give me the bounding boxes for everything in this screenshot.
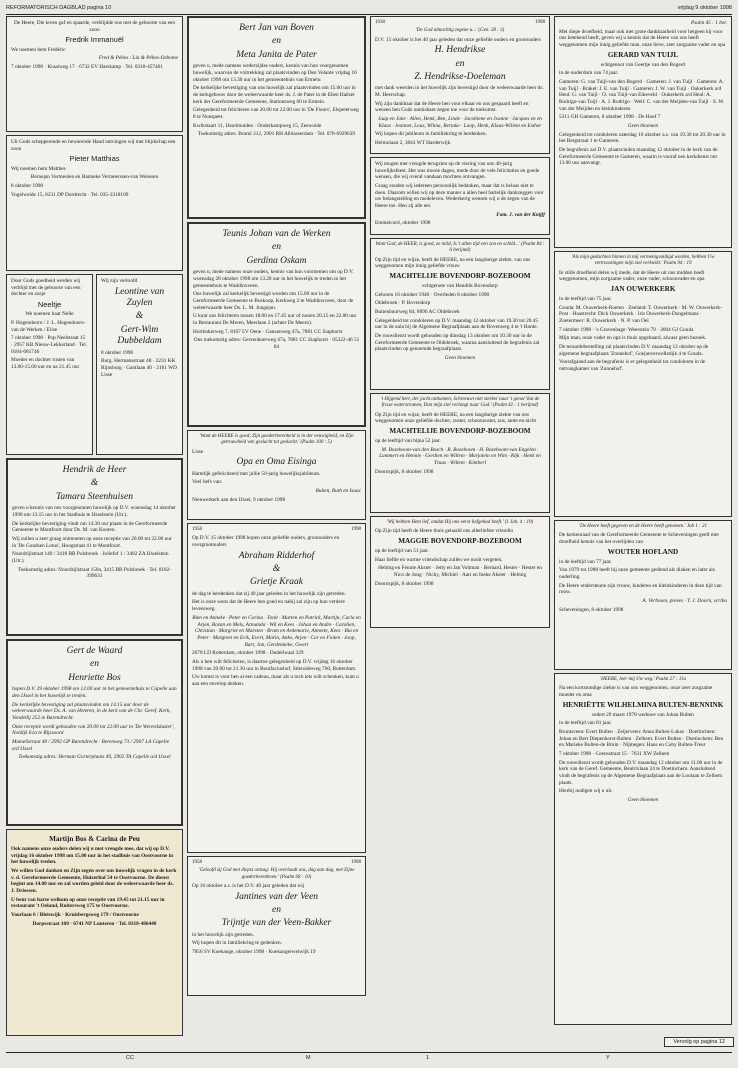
issue-date: vrijdag 9 oktober 1998 (677, 5, 732, 11)
death-notice-maggie: 'Wij hebben Hem lief, omdat Hij ons eerst liefgehad heeft.' (1 Joh. 4 : 19) Op Zijn tijd heeft de Heere thuis gehaald ons allerliefste vriendin MAGGIE BOVENDORP-BOZEBOOM op de leeftijd van 51 jaar. Haar liefde en warme vriendschap zullen we nooit vergeten. Helmig en Fennie Akster · Jetty en Jan Voltman · Bernard, Hester · Hester en Nico de Jong · Nicky, Michiel · Aart en Ineke Akster · Helmig Doornspijk, 8 oktober 1998 (370, 516, 550, 628)
page-footer (6, 1052, 732, 1065)
wedding-notice-bos: Martijn Bos & Carina de Peu Ook namens onze ouders delen wij u met vreugde mee, dat wij op D.V. vrijdag 16 oktober 1998 om 15.00 uur in het stadhuis van Oostvoorne in het huwelijk treden. We willen God danken en Zijn zegen over ons huwelijk vragen in de kerk v. d. Gereformeerde Gemeente, Huizerhof 54 te Oostvoorne. De dienst begint om 14.00 uur en zal worden geleid door de weleerwaarde heer ds. J. Driessen. U bent van harte welkom op onze receptie van 19.45 tot 21.15 uur in restaurant 't Oeland, Ruitersweg 175 te Oostvoorne. Voorlaan 6 / Bleiswijk · Kruisbergsweg 179 / Oostvoorne Dorpsstraat 100 · 6741 NP Lunteren · Tel. 0318-486448 (6, 829, 183, 1036)
wedding-notice-van-boven: Bert Jan van Boven en Meta Janita de Pater geven u, mede namens wederzijdse ouders, kennis van hun voorgenomen huwelijk, waarvan de voltrekking zal plaatsvinden op Den Volante vrijdag 16 oktober 1998 om 13.30 uur in het gemeentehuis van Ermelo. De kerkelijke bevestiging van ons huwelijk zal plaatsvinden om 15.00 uur in de kerkgebouw door de weleerwaarde heer ds. J. de Pater in de Eben Haëzer kerk der Gereformeerde Gemeente, Stationsweg 60 te Ermelo. Gelegenheid tot feliciteren van 20.00 tot 22.00 uur in 'De Floors', Elspeterweg 8 te Nunspeet. Kwikstaart 11, IJsselmuiden · Onderkampweg 15, Zeewolde Toekomstig adres: Bruml 212, 2901 RH Alblasserdam · Tel. 078-6929639 (187, 16, 366, 219)
anniversary-notice-van-der-veen: 1958 1998 'Geloofd zij God met diepst ontzag: Hij overlaadt ons, dag aan dag, met Zijne goedertierenheen.' (Psalm 68 : 10) Op 16 oktober a.s. is het D.V. 40 jaar geleden dat wij Jantines van der Veen en Trijntje van der Veen-Bakker in het huwelijk zijn getreden. Wij hopen dit in familiekring te gedenken. 7856 SV Koekange, oktober 1998 · Koekangerweiwijk 19 (187, 856, 366, 996)
baby-name: Fredrik Immanuël (65, 35, 124, 45)
wedding-notice-de-heer: Hendrik de Heer & Tamara Steenhuisen geven u kennis van ons voorgenomen huwelijk op D.V. woensdag 14 oktober 1998 om 13.15 uur in het Stadhuis te IJsselstein (Utr.). De kerkelijke bevestiging vindt om 14.30 uur plaats in de Gereformeerde Gemeente te Montfoort door Ds. M. van Kooten. Wij zullen u zeer graag ontmoeten op onze receptie van 20.00 tot 22.00 uur in 'De Goudsen Lotus', Hoogstraat 41 te Montfoort. Noordrijlstraat 140 / 3418 BB Polsbroek · Joliefof 1 / 3402 ZA IJsselstein (Utr.) Toekomstig adres: Noordrijlstraat 150a, 3415 BB Polsbroek · Tel. 0182-399631 (6, 458, 183, 636)
paper-title: REFORMATORISCH DAGBLAD pagina 10 (6, 5, 112, 11)
death-notice-hofland: 'De Heere heeft gegeven en de Heere heeft genomen.' Job 1 : 21 De kerkenraad van de Gereformeerde Gemeente te Scheveningen geeft met droefheid kennis van het overlijden van WOUTER HOFLAND in de leeftijd van 77 jaar. Van 1979 tot 1988 heeft hij onze gemeente gediend als diaken en later als ouderling. De Heere ondersteune zijn vrouw, kinderen en kleinkinderen in deze tijd van rouw. A. Verboom, preses · T. J. Doorn, scriba Scheveningen, 8 oktober 1998 (554, 520, 732, 670)
death-notice-bovendorp-1: Want God, de HEER, is goed, zo mild, Is 't allen tijd een zon en schild...' (Psalm 84 : 6 berijmd) Op Zijn tijd en wijze, heeft de HEERE, na een langdurige ziekte, van ons weggenomen mijn innig geliefde vrouw MACHTELIJE BOVENDORP-BOZEBOOM echtgenote van Hendrik Bovendorp Geboren 16 oktober 1946 · Overleden 8 oktober 1998 Oldebroek · P. Bovendorp Buitenbuurweg 84, 8096 AC Oldebroek Gelegenheid tot condoleren op D.V. maandag 12 oktober van 19.30 tot 20.45 uur in de aula bij de Algemene Begraafplaats aan de Bovenweg 4 te 't Harde. De rouwdienst wordt gehouden op dinsdag 13 oktober om 10.30 uur in de Gereformeerde Gemeente te Oldebroek, waarna aansluitend de begrafenis zal plaatsvinden op genoemde begraafplaats. Geen bloemen (370, 238, 550, 390)
engagement-notice: Wij zijn verloofd Leontine van Zuylen & Gert-Wim Dubbeldam 8 oktober 1998 Burg. Hermansstraat 48 · 2231 KK Rijnsburg · Gantlaan 40 · 2161 WD Lisse (96, 274, 183, 455)
registration-mark: CC (126, 1055, 134, 1061)
column-4 (554, 16, 732, 1048)
anniversary-notice-ridderhof: 1958 1998 Op D.V. 15 oktober 1998 hopen onze geliefde ouders, grootouders en overgrootouders Abraham Ridderhof & Grietje Kraak de dag te herdenken dat zij 40 jaar geleden in het huwelijk zijn getreden. Het is onze wens dat de Heere hen goed en nabij zal zijn op hun verdere levensweg. Bien en Anneke · Peter en Corina · Tonit · Marten en Patrick, Martijn, Carla en Arjen, Rozan en Mels, Armanda · Wil en Kees · Johan en Andre · Carolien, Christian · Margriet en Marsten · Bram en Ardemarie, Annette, Kees · Bia en Peter · Margreet en Erik, Evert, Marin, Anke, Arjen · Cor en Fiolen · Joop, Bart, Jan, Gerdemieke, Gwert 2078 LD Rotterdam, oktober 1998 · Dudellwaal 329 Als u hen wilt feliciteren, is daartoe gelegenheid op D.V. vrijdag 16 oktober 1998 van 20.00 tot 21.30 uur in Bonifaciushof, Stieroldeweg 760, Rotterdam. Uw komst is voor hen al een cadeau, maar als u toch iets wilt schenken, kunt u aan een envelop denken. (187, 523, 366, 853)
anniversary-notice-hendrikse: 1938 1998 'De God almachtig zegene u...' (Gen. 28 : 3) D.V. 15 oktober is het 40 jaar geleden dat onze geliefde ouders en grootouders H. Hendrikse en Z. Hendrikse-Doeleman met dank weerden in het huwelijk zijn bevestigd door de weleerwaarde heer ds. M. Heerschap. Wij zijn dankbaar dat de Heere hen voor elkaar en ons gespaard heeft en wensen hen Gods onmisbare zegen toe voor de toekomst. Jaap en Joke · Allen, Henk, Ben, Linde · Jacobiene en Jeanne · Jacques en en Klaas · Jeannet, Lous, Wilma, Bertake · Loop, Henk, Klaas-Willem en Esther Wij hopen dit jubileum in familiekring te herdenken. Heimolaan 2, 3843 WT Harderwijk (370, 16, 550, 154)
birth-notice-fredrik: De Heere, Die leven gaf en spaarde, verblijdde ons met de geboorte van een zoon Fredrik Immanuël We noemen hem Frédéric Fred & Pébes / Lia & Pébes-Osbome 7 oktober 1998 · Kraaiweg 17 · 6732 EV Harskamp · Tel. 0318-457461 (6, 16, 183, 132)
column-3 (370, 16, 550, 1048)
death-notice-van-tuijl: Psalm 45 : 1 ber. Met diepe droefheid, maar ook met grote dankbaarheid voor hetgeen hij voor ons betekend heeft, geven wij u kennis dat de Heere van ons heeft weggenomen mijn innig geliefde man, onze lieve, zeer zorgzame vader en opa GERARD VAN TUIJL echtgenoot van Geertje van den Bogerd in de ouderdom van 74 jaar. Gameren: G. van Tuijl-van den Bogerd · Gameren: J. van Tuijl · Gameren: A. van Tuijl · Brakel: J. E. van Tuijl · Gameren: J. W. van Tuijl · Oukerkerk a/d Heul: G. van Tuijl · O. van Tuijl-van Eikeveld · Oukerkerk a/d Heul: A. Rodrigo-van Tuijl · A. J. Rodrigo · Well: C. van der Meijden-van Tuijl · S. W. van der Meijden en kleinkinderen 5311 GH Gameren, 8 oktober 1998 · De Hoef 7 Geen bloemen Gelegenheid tot condoleren zaterdag 10 oktober a.s. van 19.30 tot 20.30 uur in het Bergstraat 1 te Gameren. De begrafenis zal D.V. plaatsvinden maandag 12 oktober in de kerk van de Gereformeerde Gemeente te Gameren, waarin is vooraf een kerkdienst om 13.00 uur aanvangt. (554, 16, 732, 248)
anniversary-notice-eisinga: 'Want de HEERE is goed; Zijn goedertierenheid is in der eeuwigheid, en Zijn getrouwheid van geslacht tot geslacht.' (Psalm 100 : 5) Lisse Opa en Oma Eisinga Hartelijk gefeliciteerd met jullie 50-jarig huwelijksjubileum. Veel liefs van: Ruben, Ruth en Isaac Nieuwerkerk aan den IJssel, 9 oktober 1998 (187, 430, 366, 520)
registration-mark: Y (606, 1055, 610, 1061)
baby-name: Neeltje (37, 300, 62, 310)
column-1 (6, 16, 183, 1048)
registration-mark: M (306, 1055, 311, 1061)
thank-you-notice: Wij mogen met vreugde terugzien op de viering van ons 40-jarig huwelijksfeest. Het was mooie dagen, mede door de vele felicitaties en goede wensen, die wij overal vandaan mochten ontvangen. Graag zouden wij iedereen persoonlijk bedanken, maar dat is helaas niet te doen. Daarom willen wij op deze manier u allen heel hartelijk dankzeggen voor uw belangstelling en medeleven. Wederkerig wensen wij u de zegen van de Heere toe. Hen zij alle eer. Fam. J. van der Knijff Emmelcord, oktober 1998 (370, 157, 550, 235)
page-header (6, 4, 732, 15)
registration-mark: 1 (426, 1055, 430, 1061)
split-row (6, 274, 183, 455)
death-notice-bovendorp-2: 't Hijgend hert, der jacht ontkomen, Schreeuwt niet sterker naar 't genot Van de frisse waterstromen, Dan mijn ziel verlangt naar God.' (Psalm 42 : 1 berijmd) Op Zijn tijd en wijze, heeft de HEERE, na een langdurige ziekte van ons weggenomen onze geliefde dochter, zuster, schoonzuster, zus, tante en nicht MACHTELIJE BOVENDORP-BOZEBOOM op de leeftijd van bijna 52 jaar. M. Bozeboom-van den Bosch · B. Bozeboom · H. Bozeboom-van Engelen · Lammert en Hennie · Gerdien en Willem · Marjolein en Wim · Rijk · Henk en Truus · Willem · Kimberl Doornspijk, 8 oktober 1998 (370, 393, 550, 513)
wedding-notice-de-waard: Gert de Waard en Henriette Bos hopen D.V. 29 oktober 1998 om 12.00 uur in het gemeentehuis te Capelle aan den IJssel in het huwelijk te treden. De kerkelijke bevestiging zal plaatsvinden om 14.15 uur door de weleerwaarde heer Ds. A. van Heteren, in de kerk van de Chr. Geref. Kerk, Vondellij 252 te Barendrecht. Onze receptie wordt gehouden van 20.00 tot 22.00 uur in 'De Wererdsluster', Noldijk 61a te Rijssoord. Mamelistraat 40 / 2992 GP Barendrecht · Berenweg 73 / 2907 LA Capelle a/d IJssel Toekomstig adres: Herman Gorterplaats 49, 2902 TA Capelle a/d IJssel (6, 639, 183, 826)
death-notice-bulten: 'HEERE, leer mij Uw weg.' Psalm 27 : 11a Na een kortstondige ziekte is van ons weggenomen, onze zeer zorgzame moeder en oma HENRIËTTE WILHELMINA BULTEN-BENNINK sedert 29 maart 1978 weduwe van Johan Bulten in de leeftijd van 81 jaar. Bruntsveen: Evert Bulten · Zeijerveen: Anna Bulten-Lukas · Doetinchem: Johan en Bert Diepenhorst-Bulten · Zelhem: Evert Bulten · Doetinchem: Ben en Marieke Bulten-de Bruin · Nijmegen: Hans en Coby Bulten-Treur 7 oktober 1998 · Coensstraat 15 · 7631 XW Zelhem De rouwdienst wordt gehouden D.V. maandag 12 oktober om 11.00 uur in de kerk van de Geref. Gemeente, Beatrixlaan 24 te Doetinchem. Aansluitend vindt de begrafenis op de Algemene Begraafplaats aan de Loolaan te Zelhem plaats. Hierbij nodigen wij u uit. Geen bloemen (554, 673, 732, 1025)
wedding-notice-van-de-werken: Teunis Johan van de Werken en Gerdina Oskam geven u, mede namens onze ouders, kennis van hun voornemen om op D.V. woensdag 28 oktober 1998 om 13.20 uur in het huwelijk te treden in het gemeentehuis te Waddinxveen. Ons huwelijk zal kerkelijk bevestigd worden om 15.00 uur in de Gereformeerde Gemeente te Boskoop, Kerkweg 2 te Waddinxveen, door de weleerwaarde heer Ds. L. M. Jongejan. U kunt ons feliciteren tussen 18.00 en 17.45 uur of tussen 20.15 en 22.00 uur in Restaurant De Meren, Meerlaan 2 (achter De Meern). Hortbokerweg 7, 8167 LV Oene · Ganzenweg 47a, 7881 CC Siaphorst Ons toekomstig adres: Gerzenboerweg 47a, 7881 CC Siaphorst · 05322-46 51 84 (187, 222, 366, 427)
continued-on-page-link[interactable]: Vervolg op pagina 12 (664, 1037, 734, 1047)
baby-name: Pieter Matthias (69, 154, 120, 164)
column-2 (187, 16, 366, 1048)
birth-notice-pieter: Uit Gods schepperende en bewarende Hand ontvingen wij met blijdschap een zoon Pieter Matthias Wij noemen hem Matthes Bernejan Vermeulen en Hanneke Vermeerssen-van Wenssen 8 oktober 1998 Vogelweide 15, 8231 DP Dordrecht · Tel. 035-3318109 (6, 135, 183, 271)
death-notice-ouwerkerk: 'Als mijn gedachten binnen in mij vermenigvuldigd worden, hebben Uw vertroostingen mijn ziel verkwikt.' Psalm 94 : 19 In stille droefheid delen wij mede, dat de Heere uit ons midden heeft weggenomen, mijn zorgzame vader, onze vader, schoonvader en opa JAN OUWERKERK in de leeftijd van 75 jaar. Gouda: M. Ouwerkerk-Roeten · Zeeland: T. Ouwerkerk · M. W. Ouwerkerk-Post · Haastrecht: Dick Ouwerkerk · Iris Ouwerkerk-Dongelmans · Zoetermeer: R. Ouwerkerk · N. P. van Oel 7 oktober 1998 · 's Gravenhage: Weerstein 79 · 2004 GJ Gouda Mijn man, onze vader en opa is thuis opgebaard, alwaar geen bezoek. De teraardebestelling zal plaatsvinden D.V. maandag 12 oktober op de algemene begraafplaats 'Zonnehof', Goejanverwelledijk 4 te Gouda. Voorafgaand aan de begrafenis is er gelegenheid tot condoleren in de ontvangkamer van 'Zonnehof'. (554, 251, 732, 517)
birth-notice-neeltje: Door Gods goedheid werden wij verblijd met de geboorte van een dochter en zusje Neeltje We noemen haar Nelle P. Hogendoorn / J. L. Hogendoorn-van de Werken / Elise 7 oktober 1998 · Pop Neelstraat 15 · 2957 KB Nieuw-Lekkerland · Tel. 0184-681746 Moeder en dochter rusten van 13.00-15.00 uur en na 21.45 uur (6, 274, 93, 455)
